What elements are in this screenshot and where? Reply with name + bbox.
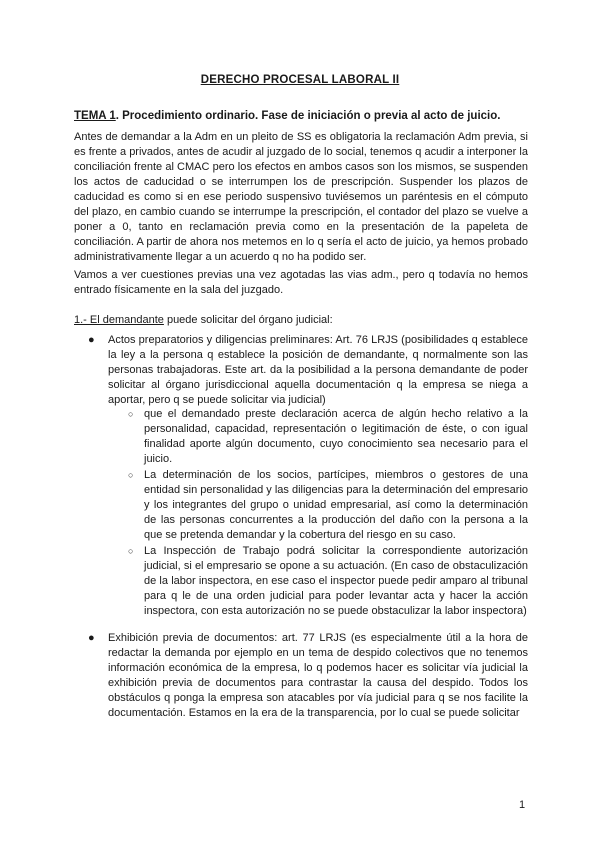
sub-list-item: La Inspección de Trabajo podrá solicitar la correspondiente autorización judicial, si el empresario se opone a su actuación. (En caso de obstaculización de la labor inspectora, en ese caso el inspector puede pedir amparo al tribunal para q le de una orden judicial para poder levantar acta y hacer la acción inspectora, con esta autorización no se puede obstaculizar la labor inspectora) (144, 545, 528, 617)
document-title: DERECHO PROCESAL LABORAL II (200, 74, 400, 86)
bullet-dot-icon: ● (88, 632, 95, 644)
section-text: puede solicitar del órgano judicial: (163, 314, 333, 326)
second-paragraph: Vamos a ver cuestiones previas una vez agotadas las vias adm., pero q todavía no hemos entrado físicamente en la sala del juzgado. (74, 269, 528, 296)
section-heading (74, 313, 333, 328)
circle-bullet-icon: ○ (128, 409, 134, 419)
list-item: Actos preparatorios y diligencias preliminares: Art. 76 LRJS (posibilidades q establece la ley a la persona q establece la posición de demandante, q normalmente son las personas trabajadoras. Este art. da la posibilidad a la persona demandante de poder solicitar al órgano jurisdiccional aquella documentación q la empresa se niega a aportar, pero q se puede solicitar via judicial) (108, 334, 528, 406)
sub-list-item: La determinación de los socios, partícipes, miembros o gestores de una entidad sin personalidad y las diligencias para la determinación del empresario y los integrantes del grupo o unidad empresarial, así como la determinación de las personas concurrentes a la producción del daño con la persona a la que se pretenda demandar y la cobertura del riesgo en su caso. (144, 469, 529, 541)
topic-label: TEMA 1 (74, 110, 116, 122)
circle-bullet-icon: ○ (128, 546, 134, 556)
topic-title: . Procedimiento ordinario. Fase de iniciación o previa al acto de juicio. (115, 110, 501, 122)
sub-list-item: que el demandado preste declaración acerca de algún hecho relativo a la personalidad, capacidad, representación o legitimación de éste, o con igual finalidad aporte algún documento, cuyo conocimiento sea necesario para el juicio. (144, 408, 528, 465)
list-item: Exhibición previa de documentos: art. 77 LRJS (es especialmente útil a la hora de redactar la demanda por ejemplo en un tema de despido colectivos que no tenemos información económica de la empresa, lo q podemos hacer es solicitar vía judicial la exhibición previa de documentos para contrastar la causa del despido. Todos los obstáculos q ponga la empresa son atacables por vía judicial para q se nos facilite la documentación. Estamos en la era de la transparencia, por lo cual se puede solicitar (108, 632, 528, 719)
section-label: 1.- El demandante (74, 314, 164, 326)
bullet-dot-icon: ● (88, 334, 95, 346)
page-number: 1 (519, 799, 526, 811)
intro-paragraph: Antes de demandar a la Adm en un pleito de SS es obligatoria la reclamación Adm previa, si es frente a privados, antes de acudir al juzgado de lo social, tenemos q acudir a interponer la conciliación frente al CMAC pero los efectos en ambos casos son los mismos, se suspenden los actos de caducidad o se interrumpen los de prescripción. Suspender los plazos de caducidad es como si en ese periodo suspensivo tuviésemos un paréntesis en el cómputo del plazo, en cambio cuando se interrumpe la prescripción, el contador del plazo se vuelve a poner a 0, tanto en reclamación previa como en la presentación de la papeleta de conciliación. A partir de ahora nos metemos en lo q sería el acto de juicio, ya hemos probado administrativamente llegar a un acuerdo q no ha podido ser. (74, 131, 528, 263)
circle-bullet-icon: ○ (128, 470, 134, 480)
topic-heading (74, 110, 534, 122)
